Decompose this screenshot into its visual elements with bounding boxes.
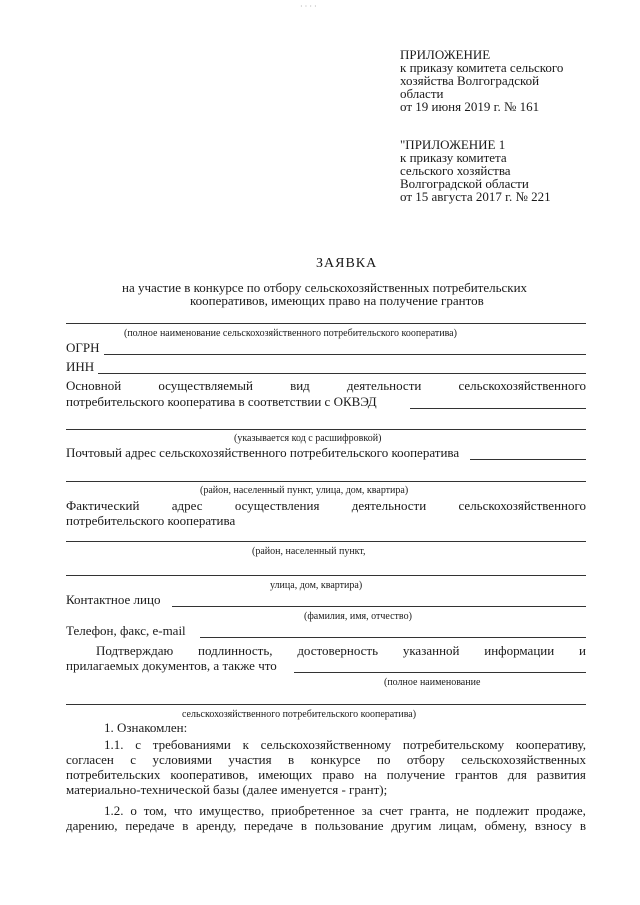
confirm-line2: прилагаемых документов, а также что bbox=[66, 658, 277, 673]
header1-line2: к приказу комитета сельского bbox=[400, 60, 564, 75]
hint-fio: (фамилия, имя, отчество) bbox=[304, 611, 412, 622]
header1-line1: ПРИЛОЖЕНИЕ bbox=[400, 47, 491, 62]
header2-line3: сельского хозяйства bbox=[400, 163, 511, 178]
fullname-underline bbox=[66, 323, 586, 324]
postal-field[interactable] bbox=[470, 459, 586, 460]
inn-field[interactable] bbox=[98, 373, 586, 374]
p12-line2: дарению, передаче в аренду, передаче в пользование другим лицам, обмену, взносу в bbox=[66, 818, 586, 833]
actual-field[interactable] bbox=[66, 541, 586, 542]
header2-line2: к приказу комитета bbox=[400, 150, 507, 165]
ogrn-field[interactable] bbox=[104, 354, 586, 355]
hint-district: (район, населенный пункт, bbox=[252, 546, 366, 557]
activity-line2: потребительского кооператива в соответствии с ОКВЭД bbox=[66, 394, 377, 409]
actual-field-2[interactable] bbox=[66, 575, 586, 576]
p12-line1: 1.2. о том, что имущество, приобретенное за счет гранта, не подлежит продаже, bbox=[104, 803, 586, 818]
header2-line5: от 15 августа 2017 г. № 221 bbox=[400, 189, 551, 204]
hint-address: (район, населенный пункт, улица, дом, квартира) bbox=[200, 485, 409, 496]
hint-full-name: (полное наименование сельскохозяйственного потребительского кооператива) bbox=[124, 328, 457, 339]
p11-line3: потребительских кооперативов, имеющих право на получение грантов для развития bbox=[66, 767, 586, 782]
hint-street: улица, дом, квартира) bbox=[270, 580, 363, 591]
actual-line2: потребительского кооператива bbox=[66, 513, 236, 528]
ogrn-label: ОГРН bbox=[66, 340, 100, 355]
section-1: 1. Ознакомлен: bbox=[104, 720, 188, 735]
scan-marks: · · · · bbox=[300, 2, 317, 11]
postal-label: Почтовый адрес сельскохозяйственного потребительского кооператива bbox=[66, 445, 460, 460]
p11-line4: материально-технической базы (далее именуется - грант); bbox=[66, 782, 388, 797]
okved-field-2[interactable] bbox=[66, 429, 586, 430]
okved-field[interactable] bbox=[410, 408, 586, 409]
inn-label: ИНН bbox=[66, 359, 95, 374]
header1-line5: от 19 июня 2019 г. № 161 bbox=[400, 99, 540, 114]
contact-field[interactable] bbox=[172, 606, 586, 607]
p11-line1: 1.1. с требованиями к сельскохозяйственному потребительскому кооперативу, bbox=[104, 737, 586, 752]
hint-fullname2: (полное наименование bbox=[384, 677, 481, 688]
header2-line4: Волгоградской области bbox=[400, 176, 529, 191]
hint-fullname3: сельскохозяйственного потребительского кооператива) bbox=[182, 709, 417, 720]
phone-field[interactable] bbox=[200, 637, 586, 638]
coop-name-field-2[interactable] bbox=[66, 704, 586, 705]
p11-line2: согласен с условиями участия в конкурсе по отбору сельскохозяйственных bbox=[66, 752, 586, 767]
document-title: ЗАЯВКА bbox=[316, 256, 378, 271]
subtitle-line1: на участие в конкурсе по отбору сельскохозяйственных потребительских bbox=[122, 280, 528, 295]
header1-line3: хозяйства Волгоградской bbox=[400, 73, 540, 88]
subtitle-line2: кооперативов, имеющих право на получение грантов bbox=[190, 293, 484, 308]
header2-line1: "ПРИЛОЖЕНИЕ 1 bbox=[400, 137, 506, 152]
phone-label: Телефон, факс, e-mail bbox=[66, 623, 186, 638]
activity-line1: Основной осуществляемый вид деятельности сельскохозяйственного bbox=[66, 378, 586, 393]
hint-code: (указывается код с расшифровкой) bbox=[234, 433, 382, 444]
confirm-line1: Подтверждаю подлинность, достоверность указанной информации и bbox=[96, 643, 586, 658]
header1-line4: области bbox=[400, 86, 444, 101]
contact-label: Контактное лицо bbox=[66, 592, 161, 607]
postal-field-2[interactable] bbox=[66, 481, 586, 482]
coop-name-field[interactable] bbox=[294, 672, 586, 673]
actual-line1: Фактический адрес осуществления деятельности сельскохозяйственного bbox=[66, 498, 586, 513]
